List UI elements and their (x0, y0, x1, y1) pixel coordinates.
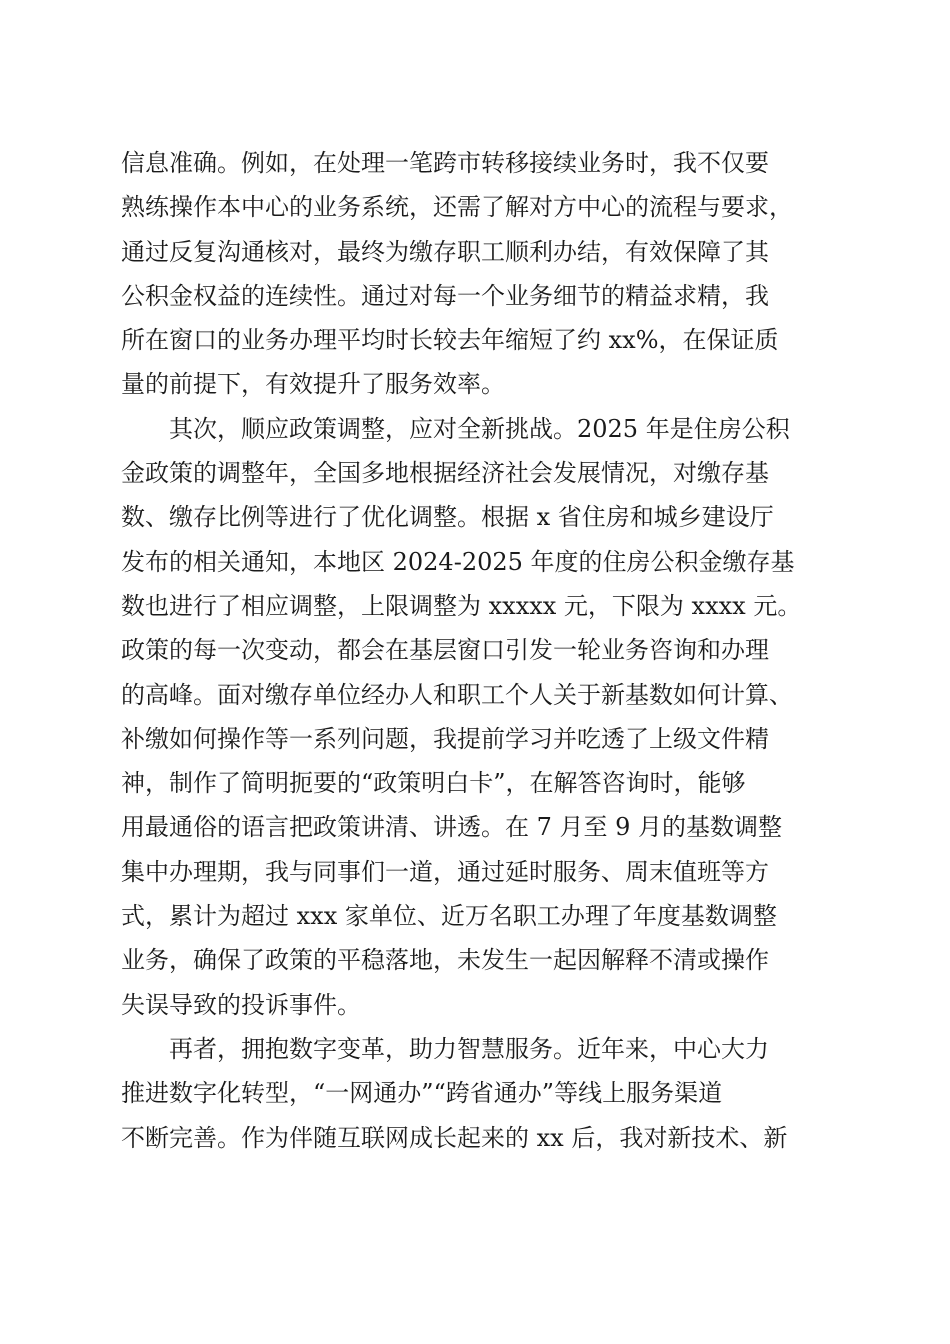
text-line: 政策的每一次变动，都会在基层窗口引发一轮业务咨询和办理 (121, 636, 769, 665)
text-line: 发布的相关通知，本地区 2024-2025 年度的住房公积金缴存基 (121, 547, 795, 576)
text-line: 量的前提下，有效提升了服务效率。 (121, 370, 505, 399)
paragraph-start-line: 再者，拥抱数字变革，助力智慧服务。近年来，中心大力 (169, 1034, 769, 1063)
text-line: 不断完善。作为伴随互联网成长起来的 xx 后，我对新技术、新 (121, 1123, 788, 1152)
text-line: 业务，确保了政策的平稳落地，未发生一起因解释不清或操作 (121, 946, 769, 975)
text-line: 推进数字化转型，“一网通办”“跨省通办”等线上服务渠道 (121, 1079, 723, 1108)
text-line: 金政策的调整年，全国多地根据经济社会发展情况，对缴存基 (121, 459, 769, 488)
text-line: 数也进行了相应调整，上限调整为 xxxxx 元，下限为 xxxx 元。 (121, 591, 802, 620)
text-line: 熟练操作本中心的业务系统，还需了解对方中心的流程与要求， (121, 193, 793, 222)
text-line: 集中办理期，我与同事们一道，通过延时服务、周末值班等方 (121, 857, 769, 886)
text-line: 公积金权益的连续性。通过对每一个业务细节的精益求精，我 (121, 281, 769, 310)
text-line: 通过反复沟通核对，最终为缴存职工顺利办结，有效保障了其 (121, 237, 769, 266)
text-line: 的高峰。面对缴存单位经办人和职工个人关于新基数如何计算、 (121, 680, 793, 709)
text-line: 式，累计为超过 xxx 家单位、近万名职工办理了年度基数调整 (121, 902, 777, 931)
text-line: 补缴如何操作等一系列问题，我提前学习并吃透了上级文件精 (121, 724, 769, 753)
text-line: 信息准确。例如，在处理一笔跨市转移接续业务时，我不仅要 (121, 149, 769, 177)
text-line: 用最通俗的语言把政策讲清、讲透。在 7 月至 9 月的基数调整 (121, 813, 783, 842)
paragraph-start-line: 其次，顺应政策调整，应对全新挑战。2025 年是住房公积 (169, 414, 790, 443)
body-text (121, 141, 833, 1160)
text-line: 数、缴存比例等进行了优化调整。根据 x 省住房和城乡建设厅 (121, 503, 774, 532)
text-line: 神，制作了简明扼要的“政策明白卡”，在解答咨询时，能够 (121, 769, 746, 798)
text-line: 所在窗口的业务办理平均时长较去年缩短了约 xx%，在保证质 (121, 326, 779, 355)
text-line: 失误导致的投诉事件。 (121, 990, 361, 1019)
